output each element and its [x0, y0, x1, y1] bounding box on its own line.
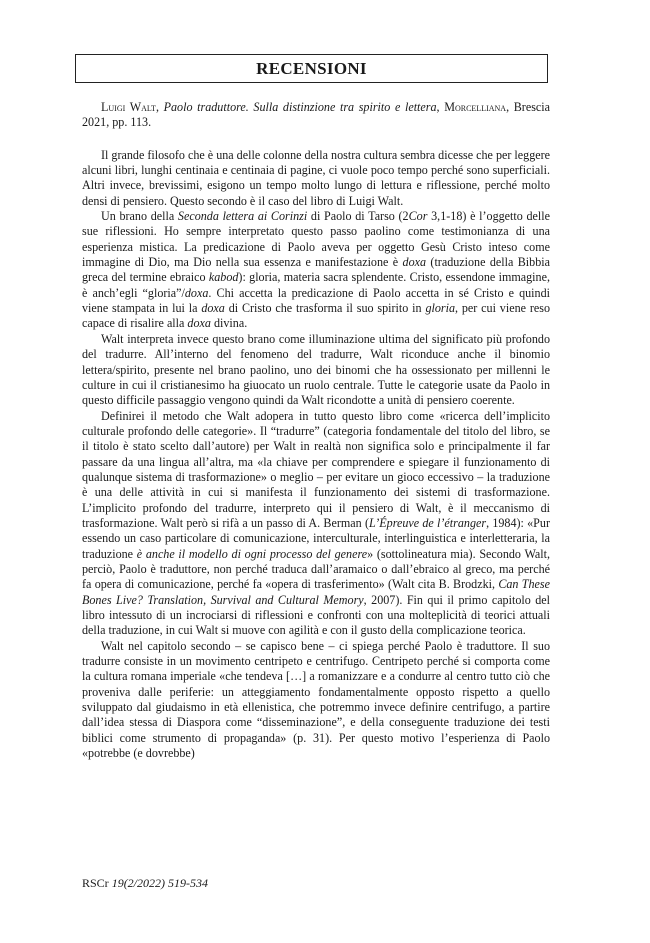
paragraph-2: Un brano della Seconda lettera ai Corinzi di Paolo di Tarso (2Cor 3,1-18) è l’oggetto delle sue riflessioni. Ho sempre interpretato questo passo paolino come testimonianza di una esperienza mistica. La predicazione di Paolo aveva per oggetto Gesù Cristo inteso come immagine di Dio, ma Dio nella sua essenza e manifestazione è doxa (traduzione della Bibbia greca del termine ebraico kabod): gloria, materia sacra splendente. Cristo, essendone immagine, è anch’egli “gloria”/doxa. Chi accetta la predicazione di Paolo accetta in sé Cristo e quindi viene stampata in lui la doxa di Cristo che trasforma il suo spirito in gloria, per cui viene reso capace di risalire alla doxa divina.	[82, 209, 551, 331]
journal-reference: 19(2/2022) 519-534	[108, 876, 209, 890]
citation-details: , Brescia 2021, pp. 113.	[82, 100, 551, 130]
citation-author: Luigi Walt	[101, 100, 156, 114]
paragraph-4: Definirei il metodo che Walt adopera in tutto questo libro come «ricerca dell’implicito culturale profondo delle categorie». Il “tradurre” (categoria fondamentale del titolo del libro, se il titolo è stato scelto dall’autore) per Walt in realtà non significa solo e principalmente il far passare da una lingua all’altra, ma «la chiave per comprendere e spiegare il funzionamento di qualunque sistema di trasformazione» o meglio – per evitare un gioco eccessivo – la traduzione è una delle attività in cui si manifesta il funzionamento dei sistemi di trasformazione. L’implicito profondo del tradurre, interpreto qui il pensiero di Walt, è il meccanismo di trasformazione. Walt però si rifà a un passo di A. Berman (L’Épreuve de l’étranger, 1984): «Pur essendo un caso particolare di comunicazione, interculturale, interlinguistica e interletteraria, la traduzione è anche il modello di ogni processo del genere» (sottolineatura mia). Secondo Walt, perciò, Paolo è traduttore, non perché traduca dall’aramaico o dall’ebraico al greco, ma perché fa opera di comunicazione, perché fa «opera di trasferimento» (Walt cita B. Brodzki, Can These Bones Live? Translation, Survival and Cultural Memory, 2007). Fin qui il primo capitolo del libro intessuto di un incrociarsi di riflessioni e confronti con una molteplicità di teorici attuali della traduzione, in cui Walt si muove con agilità e con il gusto della complicazione teorica.	[82, 408, 551, 638]
paragraph-5: Walt nel capitolo secondo – se capisco bene – ci spiega perché Paolo è traduttore. Il suo tradurre consiste in un movimento centripeto e centrifugo. Centripeto perché si comporta come la cultura romana imperiale «che tendeva […] a romanizzare e a condurre al centro tutto ciò che proveniva dalle periferie: un atteggiamento fondamentalmente opposto rispetto a quello sviluppato dal giudaismo in età ellenistica, che potremmo invece definire centrifugo, a partire dall’idea stessa di Diaspora come “disseminazione”, e della conseguente traduzione dei testi biblici come strumento di propaganda» (p. 31). Per questo motivo l’esperienza di Paolo «potrebbe (e dovrebbe)	[82, 638, 550, 761]
section-header	[75, 54, 548, 83]
review-body	[82, 100, 550, 761]
journal-name: RSCr	[82, 876, 109, 890]
review-citation: Luigi Walt, Paolo traduttore. Sulla distinzione tra spirito e lettera, Morcelliana, Brescia 2021, pp. 113.	[82, 100, 551, 130]
section-title: RECENSIONI	[256, 58, 367, 78]
citation-publisher: Morcelliana	[444, 100, 507, 114]
journal-footer	[82, 876, 208, 891]
paragraph-3: Walt interpreta invece questo brano come illuminazione ultima del significato più profondo del tradurre. All’interno del fenomeno del tradurre, Walt riconduce anche il binomio lettera/spirito, presente nel brano paolino, uno dei binomi che ha ossessionato per millenni le culture in cui il cristianesimo ha giuocato un ruolo centrale. Tutte le categorie usate da Paolo in questo difficile passaggio vengono quindi da Walt ricondotte a unità di pensiero coerente.	[82, 331, 550, 408]
paragraph-1: Il grande filosofo che è una delle colonne della nostra cultura sembra dicesse che per leggere alcuni libri, lunghi centinaia e centinaia di pagine, ci vuole poco tempo perché sono superficiali. Altri invece, brevissimi, esigono un tempo molto lungo di lettura e riflessione, perché molto densi di pensiero. Questo secondo è il caso del libro di Luigi Walt.	[82, 147, 550, 208]
citation-title: Paolo traduttore. Sulla distinzione tra spirito e lettera	[163, 100, 437, 114]
